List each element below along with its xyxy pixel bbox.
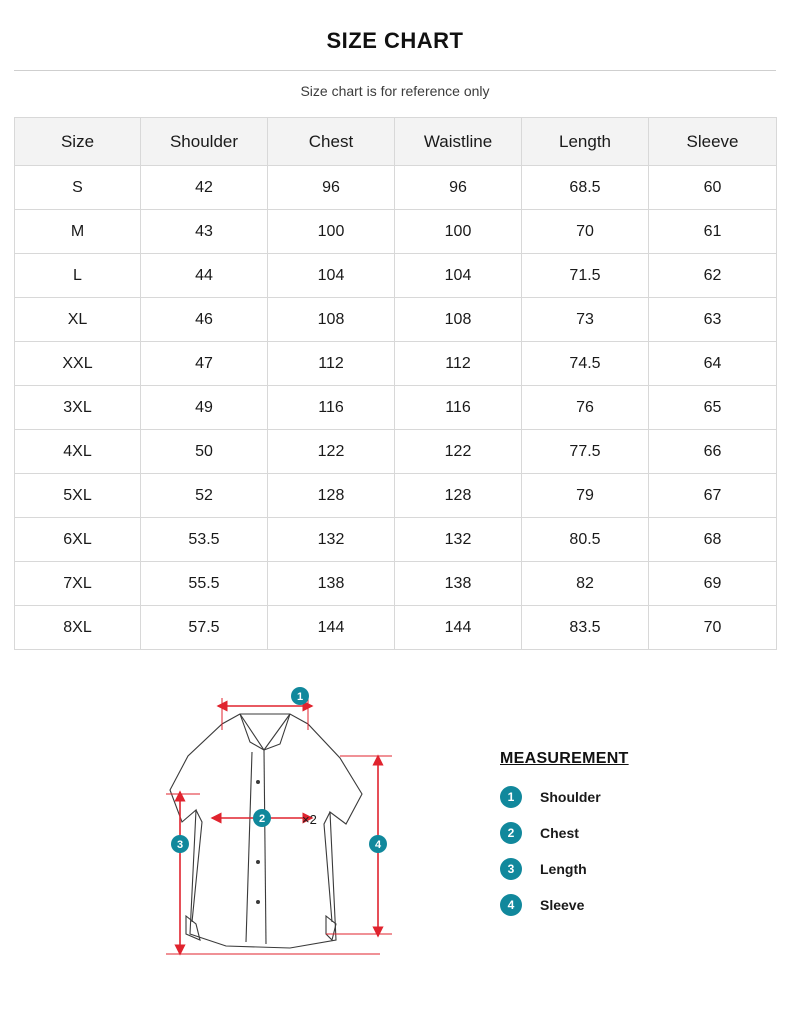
page-subtitle: Size chart is for reference only [300, 83, 490, 99]
cell-chest: 128 [268, 474, 395, 518]
table-header-row [15, 118, 777, 166]
cell-chest: 96 [268, 166, 395, 210]
legend-title: MEASUREMENT [500, 750, 629, 767]
legend-label-shoulder: Shoulder [540, 789, 601, 805]
legend-badge-2: 2 [500, 822, 522, 844]
diagram-marker-4 [369, 835, 387, 853]
legend-badge-4: 4 [500, 894, 522, 916]
table-row [15, 562, 777, 606]
cell-size: M [15, 210, 141, 254]
cell-chest: 100 [268, 210, 395, 254]
legend-item-length [500, 858, 750, 880]
cell-chest: 132 [268, 518, 395, 562]
cell-waistline: 116 [395, 386, 522, 430]
header-divider [14, 70, 776, 71]
diagram-marker-3 [171, 835, 189, 853]
svg-text:4: 4 [374, 839, 382, 851]
cell-length: 71.5 [522, 254, 649, 298]
cell-sleeve: 66 [649, 430, 777, 474]
cell-size: 3XL [15, 386, 141, 430]
legend-item-shoulder [500, 786, 750, 808]
cell-length: 74.5 [522, 342, 649, 386]
shirt-outline-icon [170, 714, 362, 948]
diagram-marker-1 [291, 687, 309, 705]
table-row [15, 606, 777, 650]
cell-chest: 122 [268, 430, 395, 474]
table-row [15, 518, 777, 562]
table-row [15, 386, 777, 430]
cell-chest: 104 [268, 254, 395, 298]
column-header-shoulder: Shoulder [141, 118, 268, 166]
measurement-section [0, 672, 790, 992]
cell-sleeve: 64 [649, 342, 777, 386]
legend-label-sleeve: Sleeve [540, 897, 585, 913]
cell-waistline: 132 [395, 518, 522, 562]
cell-size: L [15, 254, 141, 298]
cell-sleeve: 65 [649, 386, 777, 430]
cell-waistline: 108 [395, 298, 522, 342]
legend-badge-1: 1 [500, 786, 522, 808]
shirt-buttons-icon [256, 780, 260, 904]
cell-shoulder: 52 [141, 474, 268, 518]
cell-shoulder: 50 [141, 430, 268, 474]
cell-shoulder: 49 [141, 386, 268, 430]
cell-length: 79 [522, 474, 649, 518]
table-row [15, 342, 777, 386]
table-row [15, 430, 777, 474]
cell-size: 6XL [15, 518, 141, 562]
svg-text:1: 1 [296, 691, 304, 703]
cell-sleeve: 61 [649, 210, 777, 254]
page-title: SIZE CHART [326, 28, 464, 53]
legend-label-chest: Chest [540, 825, 579, 841]
cell-length: 76 [522, 386, 649, 430]
column-header-sleeve: Sleeve [649, 118, 777, 166]
diagram-marker-2 [253, 809, 271, 827]
cell-chest: 108 [268, 298, 395, 342]
cell-size: S [15, 166, 141, 210]
svg-text:2: 2 [258, 813, 266, 825]
cell-sleeve: 62 [649, 254, 777, 298]
cell-sleeve: 69 [649, 562, 777, 606]
cell-size: XXL [15, 342, 141, 386]
cell-size: 5XL [15, 474, 141, 518]
legend-item-sleeve [500, 894, 750, 916]
cell-chest: 116 [268, 386, 395, 430]
cell-sleeve: 68 [649, 518, 777, 562]
cell-chest: 112 [268, 342, 395, 386]
cell-sleeve: 67 [649, 474, 777, 518]
cell-waistline: 128 [395, 474, 522, 518]
cell-chest: 144 [268, 606, 395, 650]
cell-waistline: 112 [395, 342, 522, 386]
cell-waistline: 104 [395, 254, 522, 298]
legend-item-chest [500, 822, 750, 844]
size-table [14, 117, 777, 650]
cell-waistline: 144 [395, 606, 522, 650]
cell-length: 83.5 [522, 606, 649, 650]
cell-waistline: 100 [395, 210, 522, 254]
cell-length: 82 [522, 562, 649, 606]
column-header-length: Length [522, 118, 649, 166]
cell-chest: 138 [268, 562, 395, 606]
cell-waistline: 122 [395, 430, 522, 474]
legend-badge-3: 3 [500, 858, 522, 880]
cell-size: 7XL [15, 562, 141, 606]
cell-shoulder: 53.5 [141, 518, 268, 562]
size-table-wrapper [0, 117, 790, 650]
cell-shoulder: 46 [141, 298, 268, 342]
cell-shoulder: 44 [141, 254, 268, 298]
cell-sleeve: 60 [649, 166, 777, 210]
column-header-size: Size [15, 118, 141, 166]
cell-length: 68.5 [522, 166, 649, 210]
cell-size: 4XL [15, 430, 141, 474]
cell-shoulder: 57.5 [141, 606, 268, 650]
table-row [15, 298, 777, 342]
cell-length: 73 [522, 298, 649, 342]
measurement-legend [500, 750, 750, 930]
column-header-waistline: Waistline [395, 118, 522, 166]
chest-multiplier-label: ×2 [302, 812, 317, 827]
table-header [15, 118, 777, 166]
table-row [15, 254, 777, 298]
cell-length: 77.5 [522, 430, 649, 474]
table-body [15, 166, 777, 650]
cell-sleeve: 70 [649, 606, 777, 650]
svg-text:3: 3 [176, 839, 184, 851]
legend-label-length: Length [540, 861, 587, 877]
shirt-measurement-diagram [140, 672, 440, 972]
cell-shoulder: 55.5 [141, 562, 268, 606]
table-row [15, 210, 777, 254]
cell-waistline: 138 [395, 562, 522, 606]
cell-sleeve: 63 [649, 298, 777, 342]
table-row [15, 474, 777, 518]
cell-shoulder: 42 [141, 166, 268, 210]
cell-shoulder: 43 [141, 210, 268, 254]
table-row [15, 166, 777, 210]
column-header-chest: Chest [268, 118, 395, 166]
cell-size: XL [15, 298, 141, 342]
page-header [0, 0, 790, 99]
cell-length: 70 [522, 210, 649, 254]
cell-shoulder: 47 [141, 342, 268, 386]
cell-length: 80.5 [522, 518, 649, 562]
cell-waistline: 96 [395, 166, 522, 210]
cell-size: 8XL [15, 606, 141, 650]
